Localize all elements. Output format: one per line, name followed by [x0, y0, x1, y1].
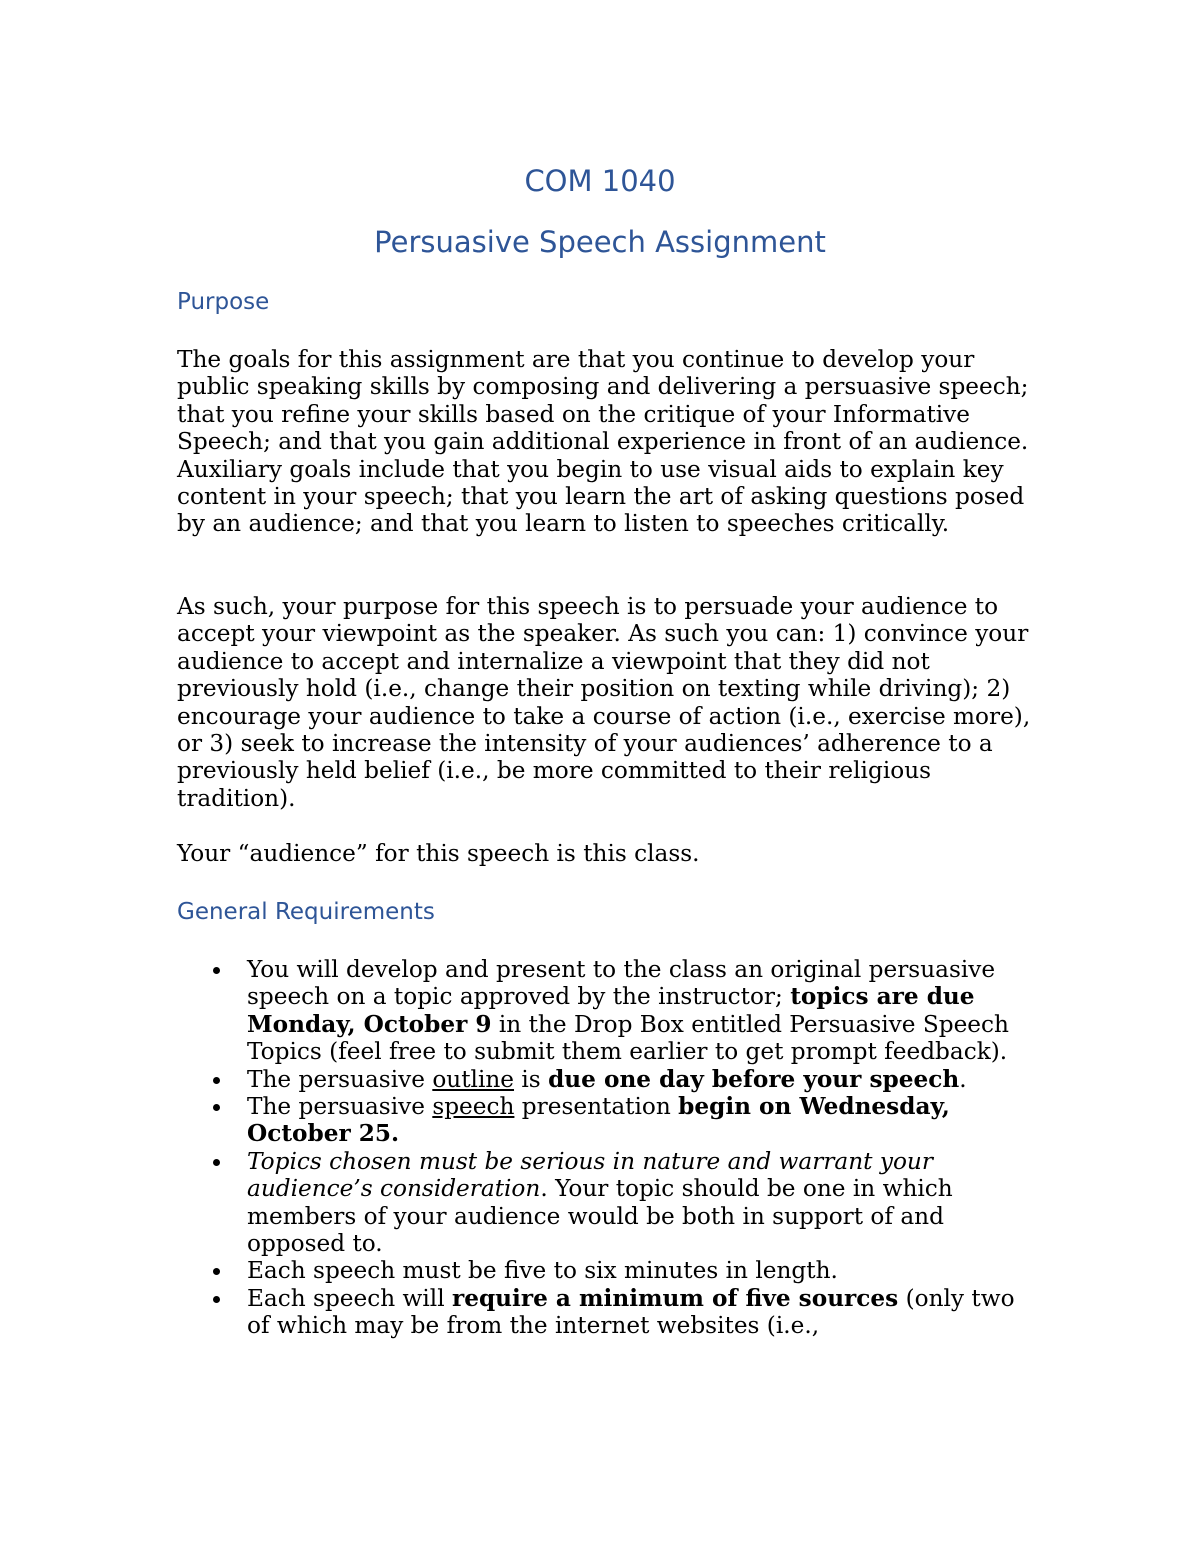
list-item: [247, 956, 1037, 1066]
list-item: [247, 1148, 1037, 1258]
requirement-text: (only two of which may be from the internet websites (i.e.,: [247, 1284, 1015, 1340]
purpose-paragraph-persuade: As such, your purpose for this speech is to persuade your audience to accept your viewpoint as the speaker. As such you can: 1) convince your audience to accept and internalize a viewpoint that they did not previously hold (i.e., change their position on texting while driving); 2) encourage your audience to take a course of action (i.e., exercise more), or 3) seek to increase the intensity of your audiences’ adherence to a previously held belief (i.e., be more committed to their religious tradition).: [177, 593, 1031, 812]
requirement-emphasis: due one day before your speech: [548, 1065, 960, 1093]
requirement-text: is: [514, 1065, 549, 1093]
bullet-icon: [213, 1104, 220, 1111]
requirement-text: presentation: [514, 1093, 679, 1121]
course-title: COM 1040: [524, 164, 676, 198]
requirement-italic: Topics chosen must be serious in nature and warrant your audience’s consideration: [247, 1147, 933, 1203]
requirement-emphasis: require a minimum of five sources: [452, 1284, 899, 1312]
requirements-list: [247, 956, 1037, 1340]
requirement-text: in the Drop Box entitled Persuasive Speech Topics (feel free to submit them earlier to get prompt feedback).: [247, 1010, 1009, 1066]
requirement-text: .: [959, 1065, 967, 1093]
general-requirements-heading: General Requirements: [177, 899, 435, 925]
bullet-icon: [213, 1159, 220, 1166]
requirement-text: The persuasive: [247, 1093, 433, 1121]
bullet-icon: [213, 1296, 220, 1303]
list-item: [247, 1066, 1037, 1093]
list-item: [247, 1257, 1037, 1284]
list-item: [247, 1093, 1037, 1148]
requirement-text: . Your topic should be one in which members of your audience would be both in support of and opposed to.: [247, 1175, 953, 1258]
requirement-underlined: speech: [432, 1093, 515, 1121]
requirement-text: Each speech must be five to six minutes in length.: [247, 1257, 838, 1285]
requirement-text: You will develop and present to the class an original persuasive speech on a topic approved by the instructor;: [247, 956, 996, 1011]
requirement-emphasis: topics are due Monday, October 9: [247, 983, 975, 1038]
bullet-icon: [213, 967, 220, 974]
purpose-paragraph-goals: The goals for this assignment are that you continue to develop your public speaking skills by composing and delivering a persuasive speech; that you refine your skills based on the critique of your Informative Speech; and that you gain additional experience in front of an audience. Auxiliary goals include that you begin to use visual aids to explain key content in your speech; that you learn the art of asking questions posed by an audience; and that you learn to listen to speeches critically.: [177, 346, 1029, 538]
purpose-heading: Purpose: [177, 289, 270, 315]
requirement-emphasis: begin on Wednesday, October 25.: [247, 1093, 950, 1148]
requirement-text: The persuasive: [247, 1065, 433, 1093]
assignment-title: Persuasive Speech Assignment: [374, 225, 826, 259]
bullet-icon: [213, 1268, 220, 1275]
list-item: [247, 1285, 1037, 1340]
purpose-paragraph-audience: Your “audience” for this speech is this class.: [177, 840, 700, 867]
requirement-text: Each speech will: [247, 1284, 452, 1312]
bullet-icon: [213, 1077, 220, 1084]
requirement-underlined: outline: [432, 1065, 515, 1093]
